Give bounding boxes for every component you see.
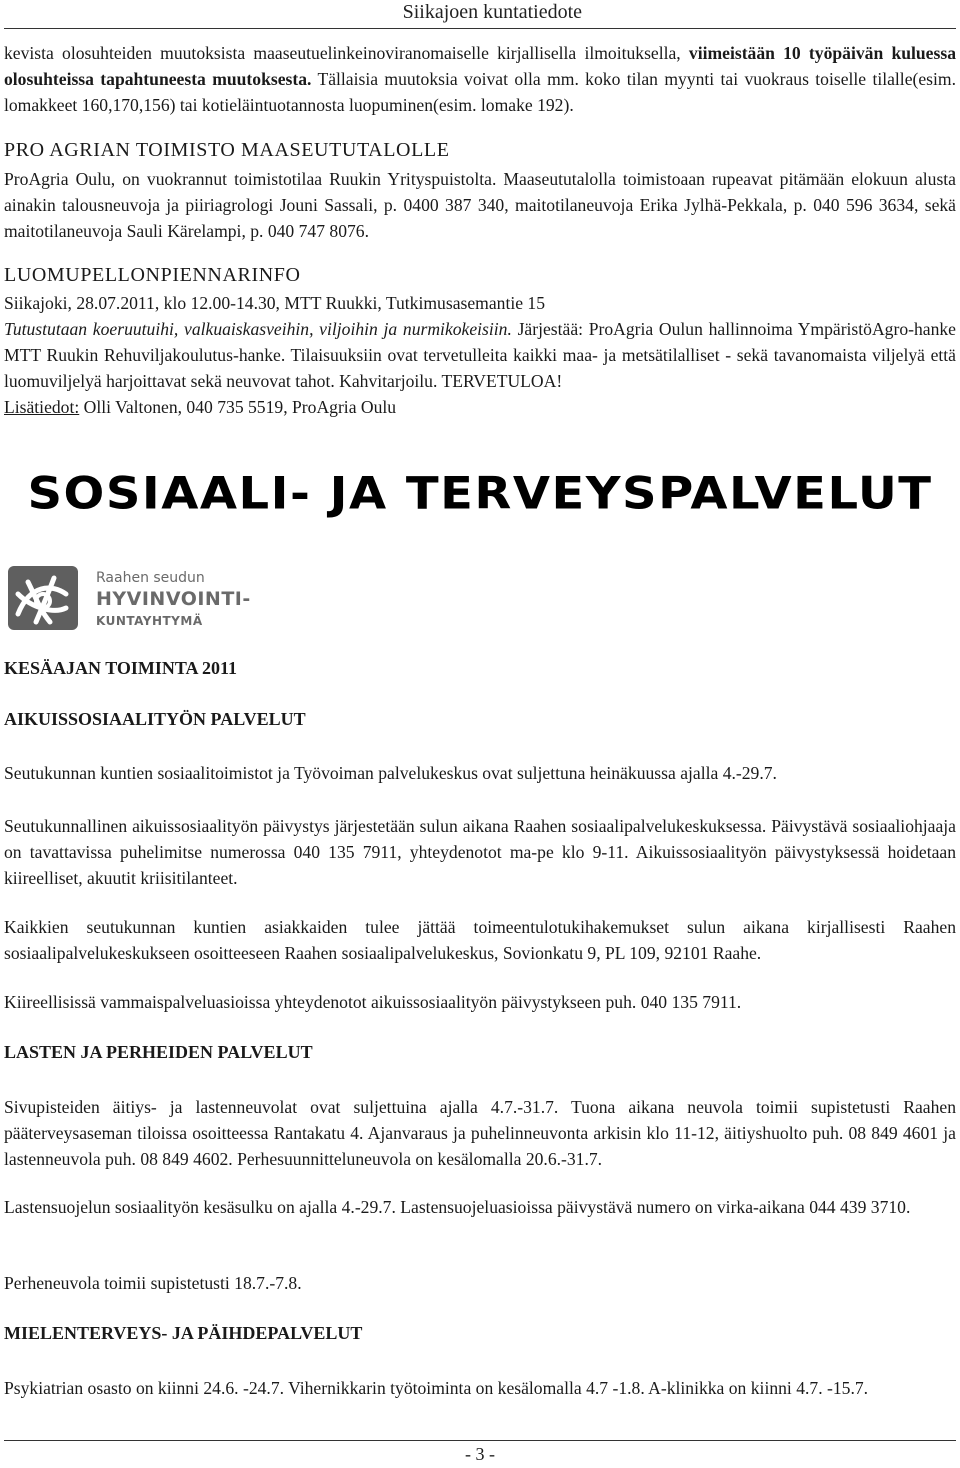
luomu-info-label: Lisätiedot: — [4, 397, 80, 417]
section-big-title: SOSIAALI- JA TERVEYSPALVELUT — [27, 468, 933, 520]
logo-line-1: Raahen seudun — [96, 570, 205, 586]
lasten-paragraph-3 — [4, 1270, 956, 1296]
aikuis-text-1: Seutukunnan kuntien sosiaalitoimistot ja Työvoiman palvelukeskus ovat suljettuna heinäkuussa ajalla 4.-29.7. — [4, 763, 777, 783]
mielenterveys-heading: MIELENTERVEYS- JA PÄIHDEPALVELUT — [4, 1323, 363, 1343]
lasten-paragraph-2 — [4, 1194, 956, 1220]
logo-line-2: HYVINVOINTI- — [96, 588, 251, 610]
newsletter-title: Siikajoen kuntatiedote — [402, 1, 582, 23]
lasten-text-2: Lastensuojelun sosiaalityön kesäsulku on ajalla 4.-29.7. Lastensuojeluasioissa päivystävä numero on virka-aikana 044 439 3710. — [4, 1197, 911, 1217]
hyvinvointi-logo — [6, 560, 266, 640]
intro-text-2: Tällaisia muutoksia voivat olla mm. koko tilan myynti tai vuokraus toiselle tilalle(esim. lomakkeet 160,170,156) tai kotieläintuotannosta luopuminen(esim. lomake 192). — [4, 69, 956, 115]
aikuis-paragraph-3 — [4, 914, 956, 966]
aikuis-text-4: Kiireellisissä vammaispalveluasioissa yhteydenotot aikuissosiaalityön päivystykseen puh. 040 135 7911. — [4, 992, 742, 1012]
luomu-date-line: Siikajoki, 28.07.2011, klo 12.00-14.30, MTT Ruukki, Tutkimusasemantie 15 — [4, 293, 546, 313]
aikuis-text-2: Seutukunnallinen aikuissosiaalityön päivystys järjestetään sulun aikana Raahen sosiaalipalvelukeskuksessa. Päivystävä sosiaaliohjaaja on tavattavissa puhelimitse numerossa 040 135 7911, yhteydenotot ma-pe klo 9-11. Aikuissosiaalityön päivystyksessä hoidetaan kiireelliset, akuutit kriisitilanteet. — [4, 816, 956, 888]
mielenterveys-paragraph — [4, 1375, 956, 1401]
lasten-text-1: Sivupisteiden äitiys- ja lastenneuvolat ovat suljettuina ajalla 4.7.-31.7. Tuona aikana neuvola toimii supistetusti Raahen pääterveysaseman tiloissa osoitteessa Rantakatu 4. Ajanvaraus ja puhelinneuvonta arkisin klo 11-12, äitiyshuolto puh. 08 849 4601 ja lastenneuvola puh. 08 849 4602. Perhesuunnitteluneuvola on kesälomalla 20.6.-31.7. — [4, 1097, 956, 1169]
mielenterveys-text: Psykiatrian osasto on kiinni 24.6. -24.7. Vihernikkarin työtoiminta on kesälomalla 4.7 -1.8. A-klinikka on kiinni 4.7. -15.7. — [4, 1378, 869, 1398]
luomu-italic-text: Tutustutaan koeruutuihi, valkuaiskasveihin, viljoihin ja nurmikokeisiin. — [4, 319, 512, 339]
luomu-heading: LUOMUPELLONPIENNARINFO — [4, 264, 301, 286]
aikuis-paragraph-1 — [4, 760, 956, 786]
intro-bold-text: viimeistään 10 työpäivän kuluessa olosuhteissa tapahtuneesta muutoksesta. — [4, 43, 956, 89]
luomu-text: Järjestää: ProAgria Oulun hallinnoima YmpäristöAgro-hanke MTT Ruukin Rehuviljakoulutus-hanke. Tilaisuuksiin ovat tervetulleita kaikki maa- ja metsätilalliset - sekä tavanomaista viljelyä että luomuviljelyä harjoittavat sekä neuvovat tahot. Kahvitarjoilu. TERVETULOA! — [4, 319, 956, 391]
page-number: - 3 - — [465, 1444, 495, 1464]
lasten-paragraph-1 — [4, 1094, 956, 1172]
knot-logo-icon — [6, 564, 84, 634]
lasten-heading: LASTEN JA PERHEIDEN PALVELUT — [4, 1042, 313, 1062]
aikuis-text-3: Kaikkien seutukunnan kuntien asiakkaiden tulee jättää toimeentulotukihakemukset sulun aikana kirjallisesti Raahen sosiaalipalvelukeskukseen osoitteeseen Raahen sosiaalipalvelukeskus, Sovionkatu 9, PL 109, 92101 Raahe. — [4, 917, 956, 963]
lasten-text-3: Perheneuvola toimii supistetusti 18.7.-7.8. — [4, 1273, 302, 1293]
luomu-paragraph — [4, 290, 956, 420]
logo-line-3: KUNTAYHTYMÄ — [96, 614, 203, 628]
intro-paragraph — [4, 40, 956, 118]
aikuis-heading: AIKUISSOSIAALITYÖN PALVELUT — [4, 709, 306, 729]
header-divider — [4, 28, 956, 29]
intro-text-1: kevista olosuhteiden muutoksista maaseutuelinkeinoviranomaiselle kirjallisella ilmoituksella, — [4, 43, 689, 63]
proagria-text: ProAgria Oulu, on vuokrannut toimistotilaa Ruukin Yrityspuistolta. Maaseututalolla toimistoaan rupeavat pitämään elokuun alusta ainakin talousneuvoja ja piiriagrologi Jouni Sassali, p. 0400 387 340, maitotilaneuvoja Erika Jylhä-Pekkala, p. 040 596 3634, sekä maitotilaneuvoja Sauli Kärelampi, p. 040 747 8076. — [4, 169, 956, 241]
footer-divider — [4, 1440, 956, 1441]
page-header — [0, 0, 960, 30]
proagria-heading: PRO AGRIAN TOIMISTO MAASEUTUTALOLLE — [4, 139, 450, 161]
luomu-info-text: Olli Valtonen, 040 735 5519, ProAgria Oulu — [79, 397, 397, 417]
aikuis-paragraph-2 — [4, 813, 956, 891]
aikuis-paragraph-4 — [4, 989, 956, 1015]
kesaaika-heading: KESÄAJAN TOIMINTA 2011 — [4, 658, 238, 678]
proagria-paragraph — [4, 166, 956, 244]
